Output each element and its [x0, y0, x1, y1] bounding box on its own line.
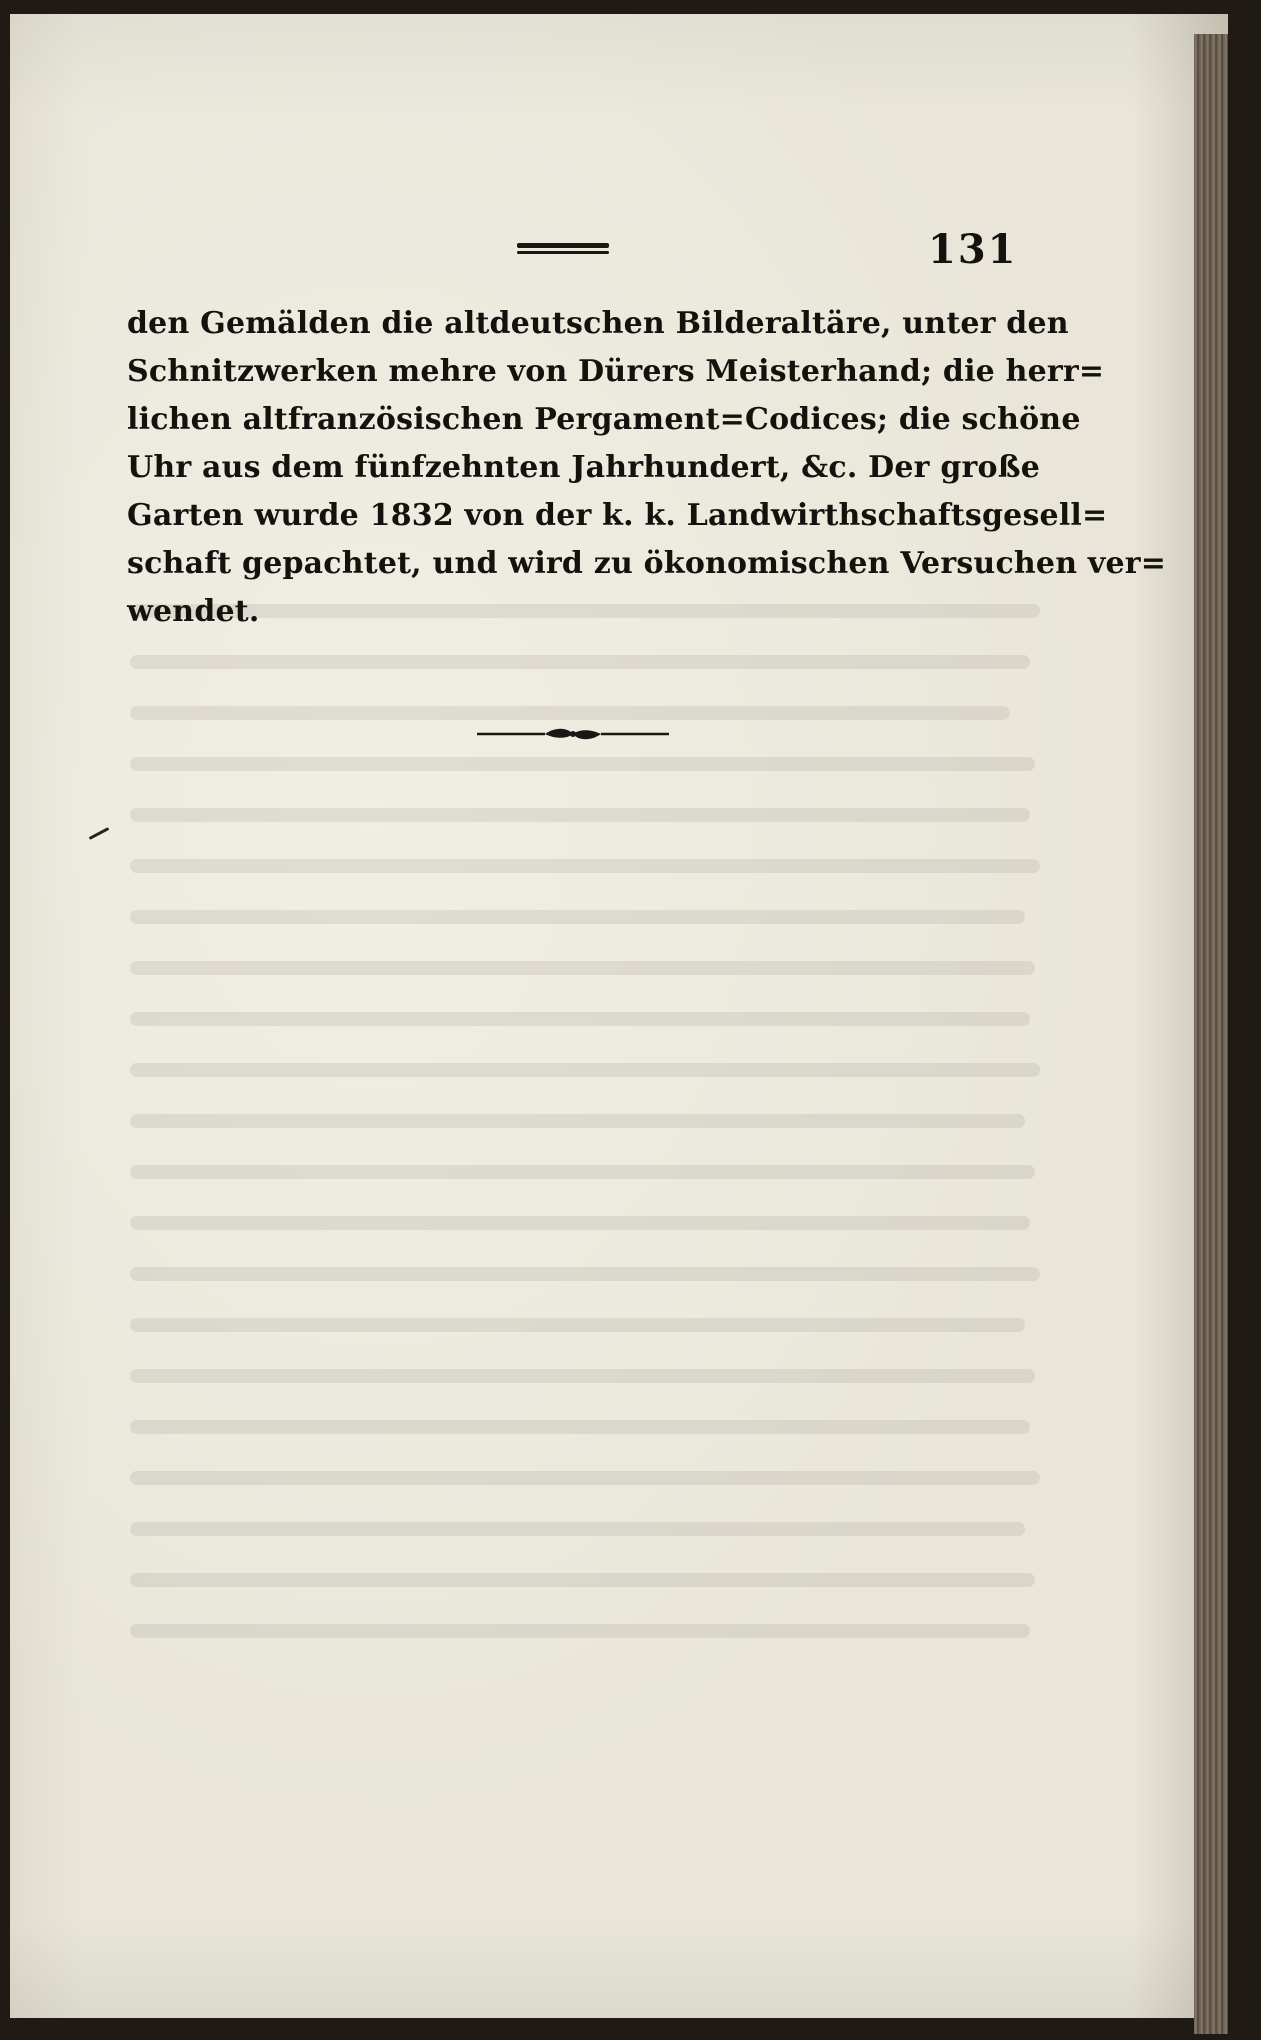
text-line: Schnitzwerken mehre von Dürers Meisterhand; die herr= [127, 354, 1105, 389]
show-through-line [130, 1420, 1030, 1434]
text-line: den Gemälden die altdeutschen Bilderaltäre, unter den [127, 306, 1069, 341]
show-through-line [130, 1165, 1035, 1179]
show-through-line [130, 1267, 1040, 1281]
running-header [10, 226, 1228, 276]
body-text [127, 300, 1167, 636]
show-through-line [130, 1114, 1025, 1128]
show-through-line [130, 706, 1010, 720]
show-through-line [130, 961, 1035, 975]
show-through-line [130, 859, 1040, 873]
show-through-line [130, 1318, 1025, 1332]
book-page-edges [1194, 34, 1228, 2034]
show-through-line [130, 1012, 1030, 1026]
show-through-line [130, 808, 1030, 822]
show-through-line [130, 757, 1035, 771]
header-rule [517, 251, 609, 254]
show-through-line [130, 910, 1025, 924]
text-line: Garten wurde 1832 von der k. k. Landwirthschaftsgesell= [127, 498, 1108, 533]
pencil-mark [89, 827, 110, 840]
page-sheet [10, 14, 1228, 2018]
text-line: lichen altfranzösischen Pergament=Codices; die schöne [127, 402, 1081, 437]
page-number: 131 [928, 226, 1018, 273]
text-line: Uhr aus dem fünfzehnten Jahrhundert, &c. Der große [127, 450, 1041, 485]
show-through-line [130, 655, 1030, 669]
show-through-line [130, 1573, 1035, 1587]
show-through-line [130, 1063, 1040, 1077]
text-line: wendet. [127, 594, 260, 629]
text-line: schaft gepachtet, und wird zu ökonomischen Versuchen ver= [127, 546, 1167, 581]
section-divider-ornament [475, 722, 671, 746]
show-through-line [130, 1522, 1025, 1536]
show-through-line [130, 1471, 1040, 1485]
show-through-line [130, 1624, 1030, 1638]
header-rule [517, 243, 609, 248]
show-through-line [130, 1369, 1035, 1383]
show-through-line [130, 1216, 1030, 1230]
